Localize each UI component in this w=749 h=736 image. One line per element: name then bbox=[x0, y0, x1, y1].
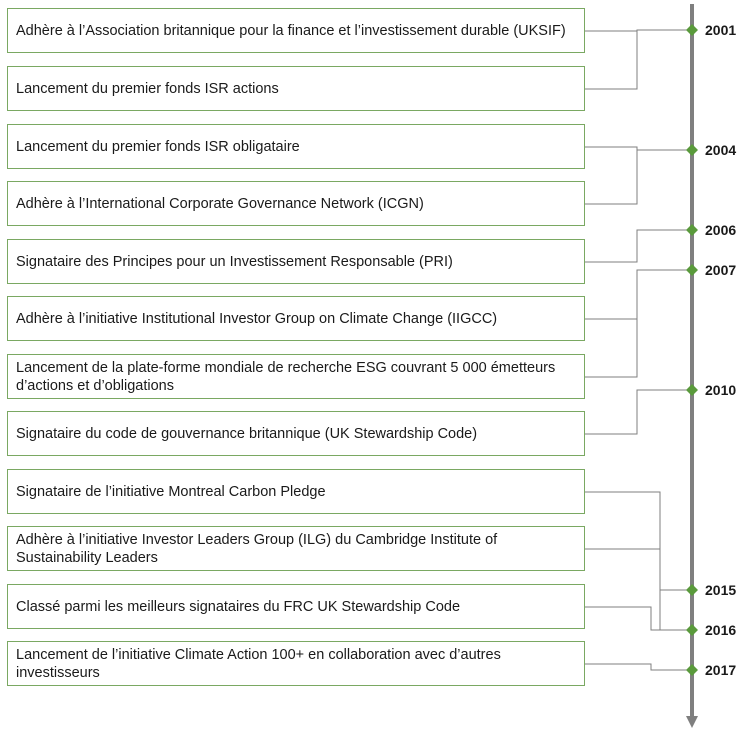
timeline-arrow-icon bbox=[686, 716, 698, 728]
year-marker-diamond bbox=[686, 264, 698, 276]
year-label-2006: 2006 bbox=[705, 222, 737, 238]
connector-line bbox=[585, 607, 692, 630]
event-label: Adhère à l’International Corporate Governance Network (ICGN) bbox=[16, 195, 424, 212]
event-label: Signataire du code de gouvernance britannique (UK Stewardship Code) bbox=[16, 425, 478, 442]
event-box-uksif bbox=[7, 8, 585, 53]
year-label-2016: 2016 bbox=[705, 622, 737, 638]
event-box-esg-platform bbox=[7, 354, 585, 399]
year-label-2001: 2001 bbox=[705, 22, 737, 38]
connector-line bbox=[585, 230, 692, 262]
connector-line bbox=[585, 664, 692, 670]
event-label: Adhère à l’initiative Investor Leaders Group (ILG) du Cambridge Institute of Sustainability Leaders bbox=[16, 531, 498, 566]
year-label-2004: 2004 bbox=[705, 142, 737, 158]
event-label: Lancement de l’initiative Climate Action 100+ en collaboration avec d’autres investisseurs bbox=[16, 646, 501, 681]
year-label-2007: 2007 bbox=[705, 262, 737, 278]
event-box-iigcc bbox=[7, 296, 585, 341]
year-label-2010: 2010 bbox=[705, 382, 737, 398]
event-box-climate-action bbox=[7, 641, 585, 686]
year-marker-diamond bbox=[686, 24, 698, 36]
event-box-frc-ranking bbox=[7, 584, 585, 629]
year-marker-diamond bbox=[686, 144, 698, 156]
connector-line bbox=[585, 390, 692, 434]
year-label-2017: 2017 bbox=[705, 662, 737, 678]
year-label-2015: 2015 bbox=[705, 582, 737, 598]
event-box-montreal-pledge bbox=[7, 469, 585, 514]
connector-line bbox=[585, 30, 692, 89]
event-label: Lancement de la plate-forme mondiale de recherche ESG couvrant 5 000 émetteurs d’actions et d’obligations bbox=[16, 359, 556, 394]
event-box-ilg bbox=[7, 526, 585, 571]
event-label: Signataire des Principes pour un Investissement Responsable (PRI) bbox=[16, 253, 453, 270]
event-label: Adhère à l’initiative Institutional Investor Group on Climate Change (IIGCC) bbox=[16, 310, 498, 327]
connector-line bbox=[585, 492, 692, 590]
event-box-pri bbox=[7, 239, 585, 284]
year-marker-diamond bbox=[686, 584, 698, 596]
event-box-stewardship-code bbox=[7, 411, 585, 456]
connector-line bbox=[585, 270, 692, 377]
connector-line bbox=[585, 150, 692, 204]
event-box-icgn bbox=[7, 181, 585, 226]
year-marker-diamond bbox=[686, 664, 698, 676]
event-box-fonds-actions bbox=[7, 66, 585, 111]
event-box-fonds-obligataire bbox=[7, 124, 585, 169]
event-label: Lancement du premier fonds ISR obligataire bbox=[16, 138, 300, 155]
event-label: Adhère à l’Association britannique pour la finance et l’investissement durable (UKSIF) bbox=[16, 22, 566, 39]
event-label: Classé parmi les meilleurs signataires du FRC UK Stewardship Code bbox=[16, 598, 461, 615]
year-marker-diamond bbox=[686, 384, 698, 396]
event-label: Signataire de l’initiative Montreal Carbon Pledge bbox=[16, 483, 326, 500]
year-marker-diamond bbox=[686, 224, 698, 236]
connector-line bbox=[585, 270, 692, 319]
year-marker-diamond bbox=[686, 624, 698, 636]
event-label: Lancement du premier fonds ISR actions bbox=[16, 80, 279, 97]
